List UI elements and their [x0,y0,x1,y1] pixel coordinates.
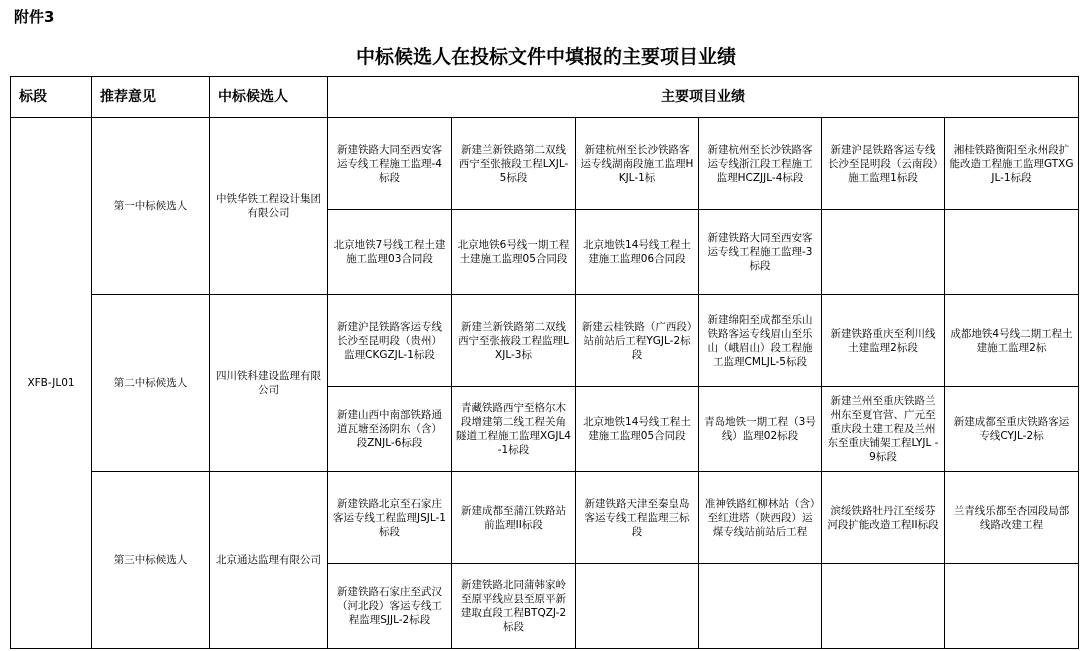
candidate-cell: 中铁华铁工程设计集团有限公司 [210,118,328,295]
project-cell [822,210,945,295]
recommendation-cell: 第二中标候选人 [92,295,210,472]
project-cell [576,564,699,649]
document-title: 中标候选人在投标文件中填报的主要项目业绩 [355,46,736,68]
project-cell: 北京地铁6号线一期工程土建施工监理05合同段 [452,210,576,295]
header-candidate: 中标候选人 [210,77,328,118]
project-cell: 新建铁路北京至石家庄客运专线工程监理JSJL-1标段 [328,472,452,564]
header-row [11,77,1079,118]
project-cell: 青藏铁路西宁至格尔木段增建第二线工程关角隧道工程施工监理XGJL4-1标段 [452,387,576,472]
segment-cell: XFB-JL01 [11,118,92,649]
project-cell: 滨绥铁路牡丹江至绥芬河段扩能改造工程II标段 [822,472,945,564]
project-cell [945,210,1079,295]
project-cell: 新建沪昆铁路客运专线长沙至昆明段（云南段）施工监理1标段 [822,118,945,210]
project-cell: 新建铁路大同至西安客运专线工程施工监理-4标段 [328,118,452,210]
project-cell: 新建绵阳至成都至乐山铁路客运专线眉山至乐山（峨眉山）段工程施工监理CMLJL-5标段 [699,295,822,387]
table-row [11,118,1079,210]
recommendation-cell: 第一中标候选人 [92,118,210,295]
project-cell: 新建沪昆铁路客运专线长沙至昆明段（贵州）监理CKGZJL-1标段 [328,295,452,387]
project-cell: 新建铁路北同蒲韩家岭至原平线应县至原平新建取直段工程BTQZJ-2标段 [452,564,576,649]
project-cell: 北京地铁7号线工程土建施工监理03合同段 [328,210,452,295]
project-cell: 新建山西中南部铁路通道瓦塘至汤阴东（含）段ZNJL-6标段 [328,387,452,472]
annex-label: 附件3 [14,8,55,26]
project-cell [699,564,822,649]
header-recommendation: 推荐意见 [92,77,210,118]
performance-table [10,76,1079,649]
project-cell: 新建成都至重庆铁路客运专线CYJL-2标 [945,387,1079,472]
project-cell: 新建铁路大同至西安客运专线工程施工监理-3标段 [699,210,822,295]
project-cell: 成都地铁4号线二期工程土建施工监理2标 [945,295,1079,387]
recommendation-cell: 第三中标候选人 [92,472,210,649]
project-cell: 新建兰新铁路第二双线西宁至张掖段工程LXJL-5标段 [452,118,576,210]
table-row [11,472,1079,564]
project-cell: 青岛地铁一期工程（3号线）监理02标段 [699,387,822,472]
project-cell: 新建铁路重庆至利川线土建监理2标段 [822,295,945,387]
candidate-cell: 四川铁科建设监理有限公司 [210,295,328,472]
project-cell: 新建兰州至重庆铁路兰州东至夏官营、广元至重庆段土建工程及兰州东至重庆铺架工程LYJL -9标段 [822,387,945,472]
header-performance: 主要项目业绩 [328,77,1079,118]
project-cell: 新建兰新铁路第二双线西宁至张掖段工程监理LXJL-3标 [452,295,576,387]
table-row [11,295,1079,387]
project-cell: 湘桂铁路衡阳至永州段扩能改造工程施工监理GTXGJL-1标段 [945,118,1079,210]
project-cell: 新建成都至蒲江铁路站前监理II标段 [452,472,576,564]
project-cell [822,564,945,649]
project-cell: 北京地铁14号线工程土建施工监理06合同段 [576,210,699,295]
candidate-cell: 北京通达监理有限公司 [210,472,328,649]
project-cell: 准神铁路红柳林站（含）至红进塔（陕西段）运煤专线站前站后工程 [699,472,822,564]
project-cell: 新建杭州至长沙铁路客运专线湖南段施工监理HKJL-1标 [576,118,699,210]
project-cell: 新建云桂铁路（广西段）站前站后工程YGJL-2标段 [576,295,699,387]
project-cell: 新建杭州至长沙铁路客运专线浙江段工程施工监理HCZJJL-4标段 [699,118,822,210]
header-segment: 标段 [11,77,92,118]
project-cell: 新建铁路天津至秦皇岛客运专线工程监理三标段 [576,472,699,564]
project-cell: 北京地铁14号线工程土建施工监理05合同段 [576,387,699,472]
project-cell [945,564,1079,649]
project-cell: 新建铁路石家庄至武汉（河北段）客运专线工程监理SJJL-2标段 [328,564,452,649]
project-cell: 兰青线乐都至杏园段局部线路改建工程 [945,472,1079,564]
